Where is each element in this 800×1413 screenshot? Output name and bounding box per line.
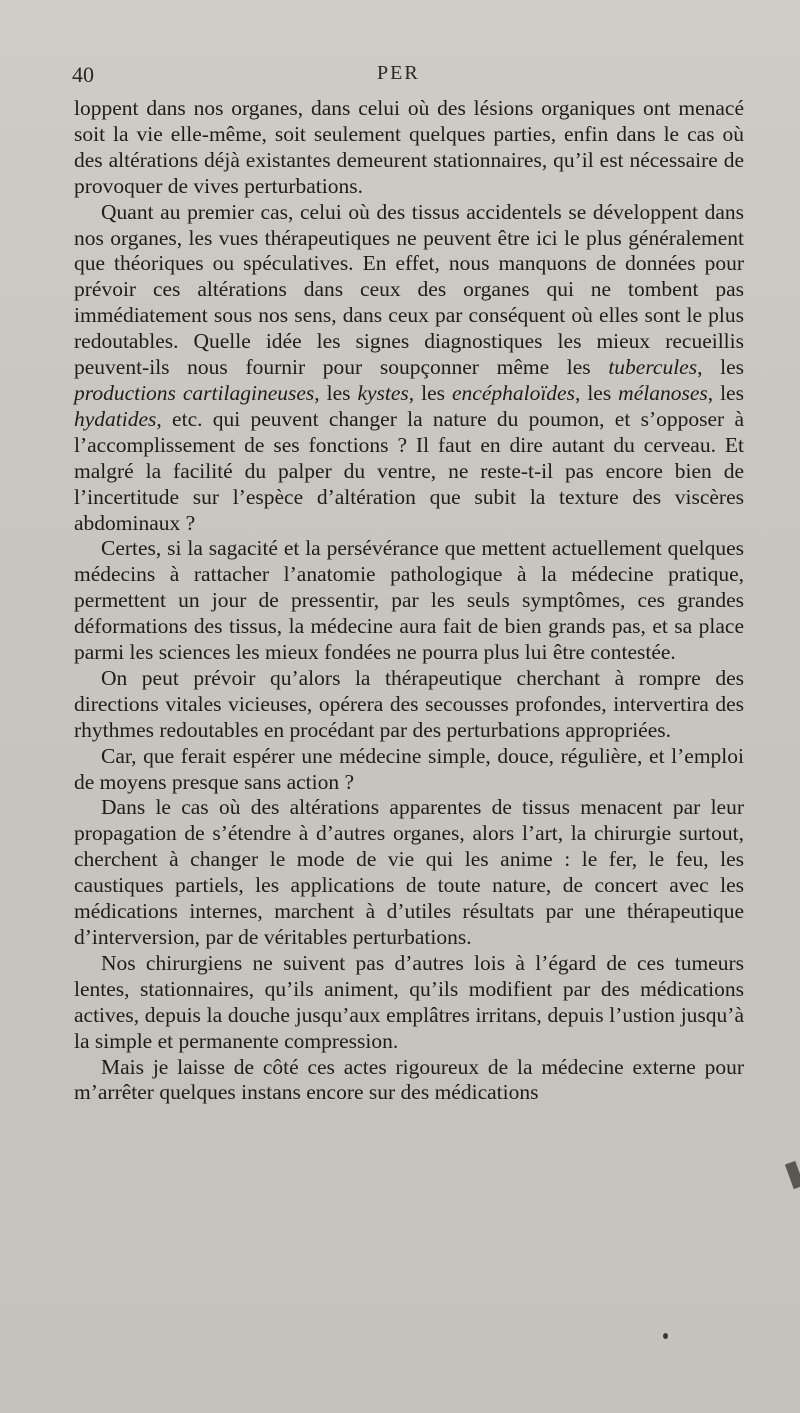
paragraph-p7: Nos chirurgiens ne suivent pas d’autres lois à l’égard de ces tumeurs lentes, stationnaires, qu’ils animent, qu’ils modifient par des médications actives, depuis la douche jusqu’aux emplâtres irritans, depuis l’ustion jusqu’à la simple et permanente compression. — [74, 950, 744, 1053]
paragraph-p4: On peut prévoir qu’alors la thérapeutique cherchant à rompre des directions vitales vicieuses, opérera des secousses profondes, intervertira des rhythmes redoutables en procédant par des perturbations appropriées. — [74, 665, 744, 742]
italic-term: kystes — [357, 380, 409, 405]
page-header — [72, 62, 740, 96]
paragraph-p5: Car, que ferait espérer une médecine simple, douce, régulière, et l’emploi de moyens presque sans action ? — [74, 743, 744, 794]
italic-term: hydatides — [74, 406, 157, 431]
running-head: PER — [377, 62, 420, 84]
page-number: 40 — [72, 62, 94, 87]
paragraph-p2: Quant au premier cas, celui où des tissus accidentels se développent dans nos organes, les vues thérapeutiques ne peuvent être ici le plus généralement que théoriques ou spéculatives. En effet, nous manquons de données pour prévoir ces altérations dans ceux des organes qui ne tombent pas immédiatement sous nos sens, dans ceux par conséquent où elles sont le plus redoutables. Quelle idée les signes diagnostiques les mieux recueillis peuvent-ils nous fournir pour soupçonner même les tubercules, les productions cartilagineuses, les kystes, les encéphaloïdes, les mélanoses, les hydatides, etc. qui peuvent changer la nature du poumon, et s’opposer à l’accomplissement de ses fonctions ? Il faut en dire autant du cerveau. Et malgré la facilité du palper du ventre, ne reste-t-il pas encore bien de l’incertitude sur l’espèce d’altération que subit la texture des viscères abdominaux ? — [74, 199, 744, 535]
ink-speck — [663, 1333, 668, 1339]
italic-term: encéphaloïdes — [451, 380, 575, 405]
body-text — [74, 96, 744, 1106]
paragraph-p1: loppent dans nos organes, dans celui où des lésions organiques ont menacé soit la vie elle-même, soit seulement quelques parties, enfin dans le cas où des altérations déjà existantes demeurent stationnaires, qu’il est nécessaire de provoquer de vives perturbations. — [74, 96, 744, 198]
paragraph-p6: Dans le cas où des altérations apparentes de tissus menacent par leur propagation de s’étendre à d’autres organes, alors l’art, la chirurgie surtout, cherchent à changer le mode de vie qui les anime : le fer, le feu, les caustiques partiels, les applications de toute nature, de concert avec les médications internes, marchent à d’utiles résultats par une thérapeutique d’interversion, par de véritables perturbations. — [74, 795, 744, 949]
page-edge-mark — [785, 1161, 800, 1189]
italic-term: tubercules — [608, 355, 698, 380]
italic-term: mélanoses — [618, 380, 708, 405]
paragraph-p3: Certes, si la sagacité et la persévérance que mettent actuellement quelques médecins à rattacher l’anatomie pathologique à la médecine pratique, permettent un jour de pressentir, par les seuls symptômes, ces grandes déformations des tissus, la médecine aura fait de bien grands pas, et sa place parmi les sciences les mieux fondées ne pourra plus lui être contestée. — [74, 536, 744, 665]
italic-term: productions cartilagineuses — [74, 380, 315, 405]
paragraph-p8: Mais je laisse de côté ces actes rigoureux de la médecine externe pour m’arrêter quelques instans encore sur des médications — [74, 1054, 744, 1105]
